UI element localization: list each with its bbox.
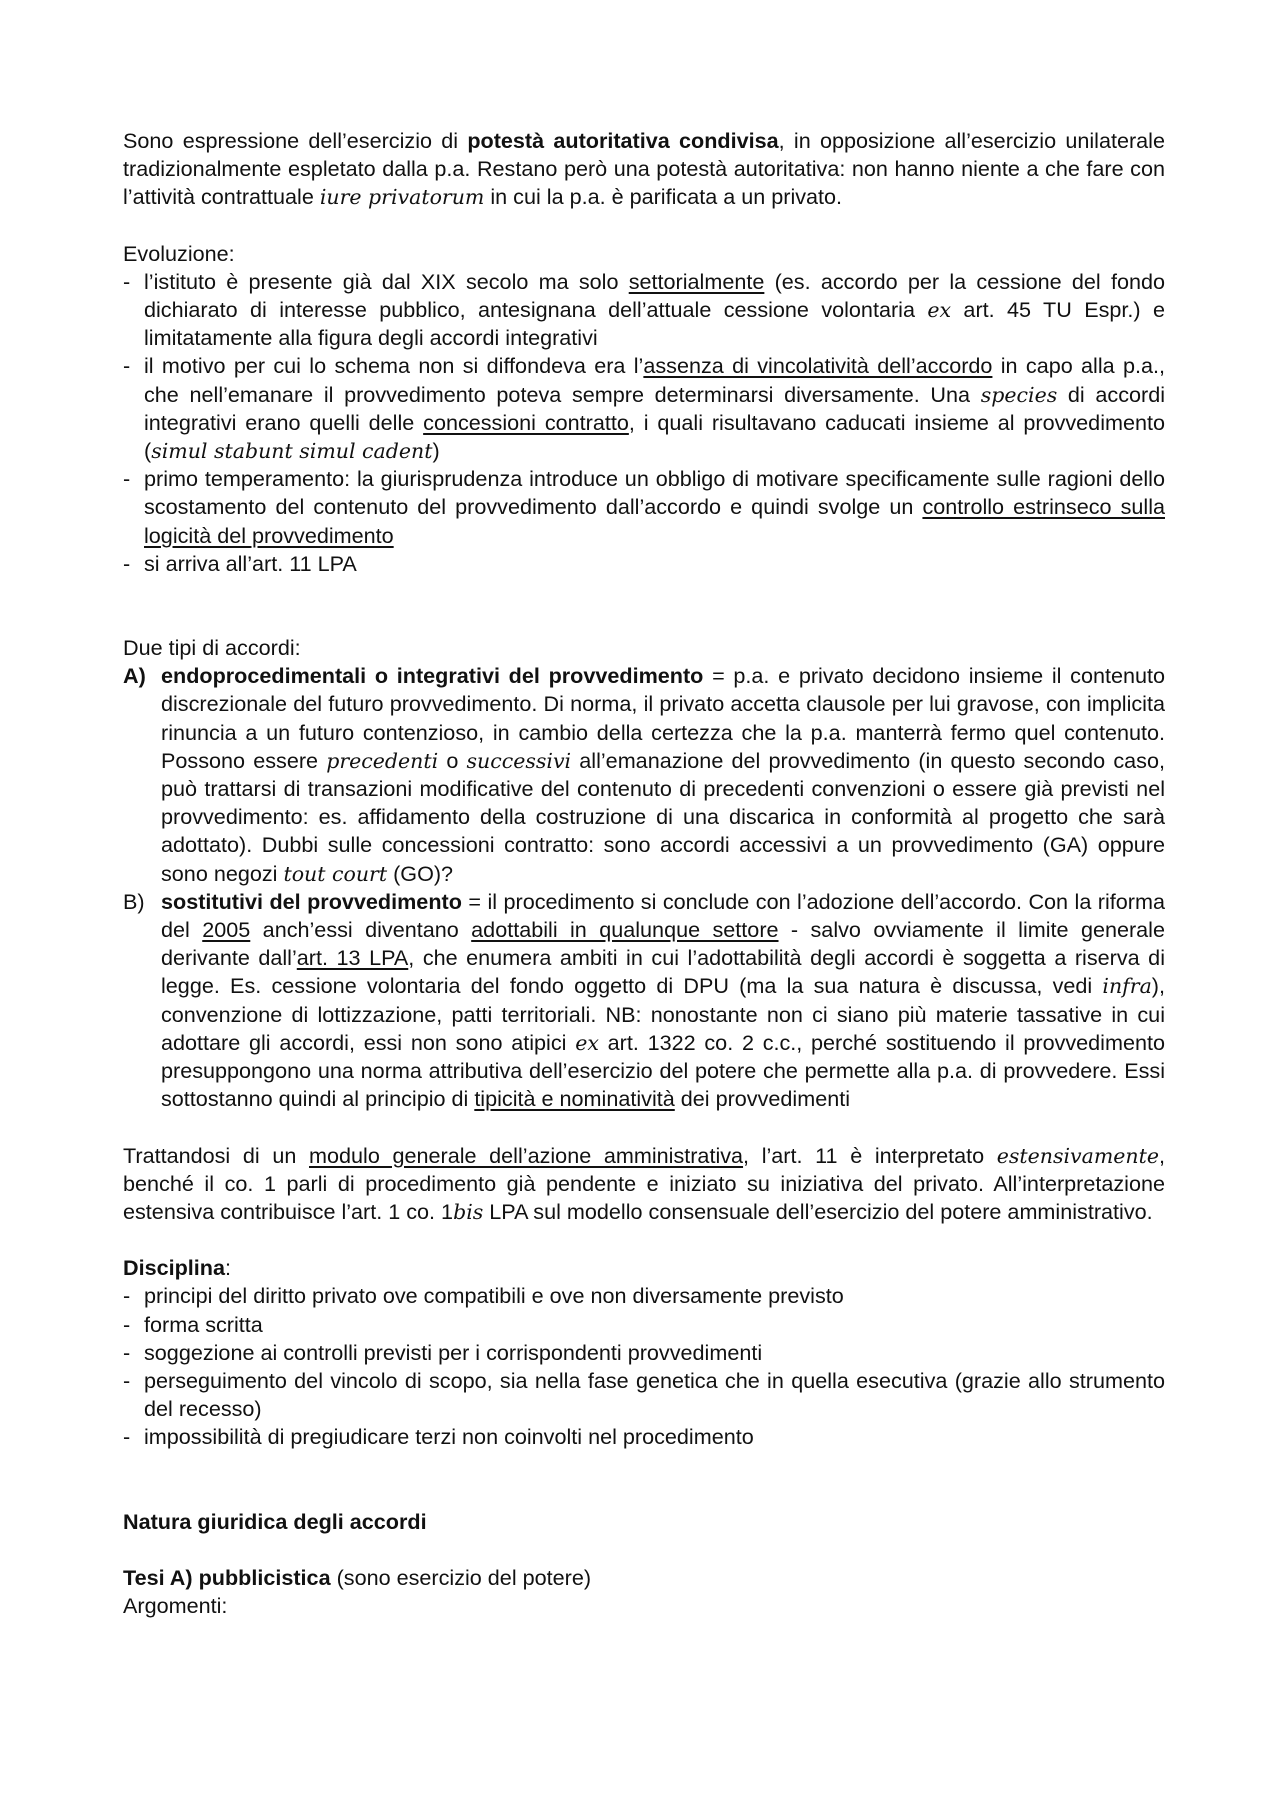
disciplina-item: - soggezione ai controlli previsti per i corrispondenti provvedimenti [123, 1339, 1165, 1367]
italic-term: bis [453, 1199, 484, 1224]
underlined-term: tipicità e nominatività [474, 1086, 675, 1112]
italic-term: successivi [466, 748, 572, 773]
disciplina-item: - principi del diritto privato ove compatibili e ove non diversamente previsto [123, 1282, 1165, 1310]
list-marker: B) [123, 888, 145, 914]
bullet-dash: - [123, 466, 131, 492]
bullet-dash: - [123, 550, 131, 576]
italic-term: precedenti [326, 748, 439, 773]
underlined-term: assenza di vincolatività dell’accordo [643, 353, 993, 379]
bullet-dash: - [123, 353, 131, 379]
evoluzione-item-1: - l’istituto è presente già dal XIX secolo ma solo settorialmente (es. accordo per la cessione del fondo dichiarato di interesse pubblico, antesignana dell’attuale cessione volontaria ex art. 45 TU Espr.) e limitatamente alla figura degli accordi integrativi [123, 268, 1165, 353]
tipo-a-item: A) endoprocedimentali o integrativi del provvedimento = p.a. e privato decidono insieme il contenuto discrezionale del futuro provvedimento. Di norma, il privato accetta clausole per lui gravose, con implicita rinuncia a un futuro contenzioso, in cambio della certezza che la p.a. manterrà fermo quel contenuto. Possono essere precedenti o successivi all’emanazione del provvedimento (in questo secondo caso, può trattarsi di transazioni modificative del contenuto di precedenti convenzioni o essere già previsti nel provvedimento: es. affidamento della costruzione di una discarica in conformità al progetto che sarà adottato). Dubbi sulle concessioni contratto: sono accordi accessivi a un provvedimento (GA) oppure sono negozi tout court (GO)? [123, 662, 1165, 888]
underlined-term: controllo estrinseco sulla logicità del provvedimento [144, 494, 1165, 548]
modulo-paragraph: Trattandosi di un modulo generale dell’azione amministrativa, l’art. 11 è interpretato estensivamente, benché il co. 1 parli di procedimento già pendente e iniziato su iniziativa del privato. All’interpretazione estensiva contribuisce l’art. 1 co. 1bis LPA sul modello consensuale dell’esercizio del potere amministrativo. [123, 1142, 1165, 1224]
natura-heading: Natura giuridica degli accordi [123, 1508, 427, 1534]
evoluzione-item-4: - si arriva all’art. 11 LPA [123, 550, 1165, 578]
underlined-term: adottabili in qualunque settore [471, 917, 779, 943]
tipi-heading: Due tipi di accordi: [123, 635, 301, 661]
bullet-dash: - [123, 1311, 131, 1337]
argomenti-label: Argomenti: [123, 1592, 228, 1618]
bold-term: sostitutivi del provvedimento [161, 888, 462, 914]
italic-term: simul stabunt simul cadent [151, 439, 433, 464]
intro-paragraph: Sono espressione dell’esercizio di potestà autoritativa condivisa, in opposizione all’esercizio unilaterale tradizionalmente espletato dalla p.a. Restano però una potestà autoritativa: non hanno niente a che fare con l’attività contrattuale iure privatorum in cui la p.a. è parificata a un privato. [123, 128, 1165, 210]
bullet-dash: - [123, 268, 131, 294]
bullet-dash: - [123, 1424, 131, 1450]
italic-term: infra [1102, 974, 1152, 999]
disciplina-item: - forma scritta [123, 1311, 1165, 1339]
evoluzione-item-2: - il motivo per cui lo schema non si diffondeva era l’assenza di vincolatività dell’accordo in capo alla p.a., che nell’emanare il provvedimento poteva sempre determinarsi diversamente. Una species di accordi integrativi erano quelli delle concessioni contratto, i quali risultavano caducati insieme al provvedimento (simul stabunt simul cadent) [123, 352, 1165, 465]
underlined-term: art. 13 LPA [296, 945, 409, 971]
underlined-term: settorialmente [628, 268, 765, 294]
underlined-term: modulo generale dell’azione amministrativa [309, 1142, 744, 1168]
document-page [123, 127, 1165, 1620]
list-marker: A) [123, 663, 146, 689]
disciplina-item: - perseguimento del vincolo di scopo, sia nella fase genetica che in quella esecutiva (grazie allo strumento del recesso) [123, 1367, 1165, 1423]
bold-term: potestà autoritativa condivisa [467, 128, 779, 153]
bold-term: endoprocedimentali o integrativi del provvedimento [161, 663, 704, 689]
evoluzione-item-3: - primo temperamento: la giurisprudenza introduce un obbligo di motivare specificamente sulle ragioni dello scostamento del contenuto del provvedimento dall’accordo e quindi svolge un controllo estrinseco sulla logicità del provvedimento [123, 465, 1165, 550]
italic-term: ex [575, 1030, 599, 1055]
bullet-dash: - [123, 1283, 131, 1309]
evoluzione-heading: Evoluzione: [123, 240, 235, 266]
italic-term: estensivamente [996, 1143, 1159, 1168]
tipo-b-item: B) sostitutivi del provvedimento = il procedimento si conclude con l’adozione dell’accordo. Con la riforma del 2005 anch’essi diventano adottabili in qualunque settore - salvo ovviamente il limite generale derivante dall’art. 13 LPA, che enumera ambiti in cui l’adottabilità degli accordi è soggetta a riserva di legge. Es. cessione volontaria del fondo oggetto di DPU (ma la sua natura è discussa, vedi infra), convenzione di lottizzazione, patti territoriali. NB: nonostante non ci siano più materie tassative in cui adottare gli accordi, essi non sono atipici ex art. 1322 co. 2 c.c., perché sostituendo il provvedimento presuppongono una norma attributiva dell’esercizio del potere che permette alla p.a. di provvedere. Essi sottostanno quindi al principio di tipicità e nominatività dei provvedimenti [123, 888, 1165, 1114]
italic-term: species [980, 382, 1058, 407]
italic-term: iure privatorum [319, 185, 485, 210]
tesi-a-line: Tesi A) pubblicistica (sono esercizio del potere) [123, 1564, 592, 1590]
underlined-term: concessioni contratto [423, 409, 629, 435]
underlined-term: 2005 [202, 917, 251, 943]
italic-term: ex [927, 298, 952, 323]
bullet-dash: - [123, 1339, 131, 1365]
disciplina-heading: Disciplina: [123, 1255, 232, 1281]
bullet-dash: - [123, 1367, 131, 1393]
disciplina-item: - impossibilità di pregiudicare terzi non coinvolti nel procedimento [123, 1423, 1165, 1451]
italic-term: tout court [283, 861, 388, 886]
